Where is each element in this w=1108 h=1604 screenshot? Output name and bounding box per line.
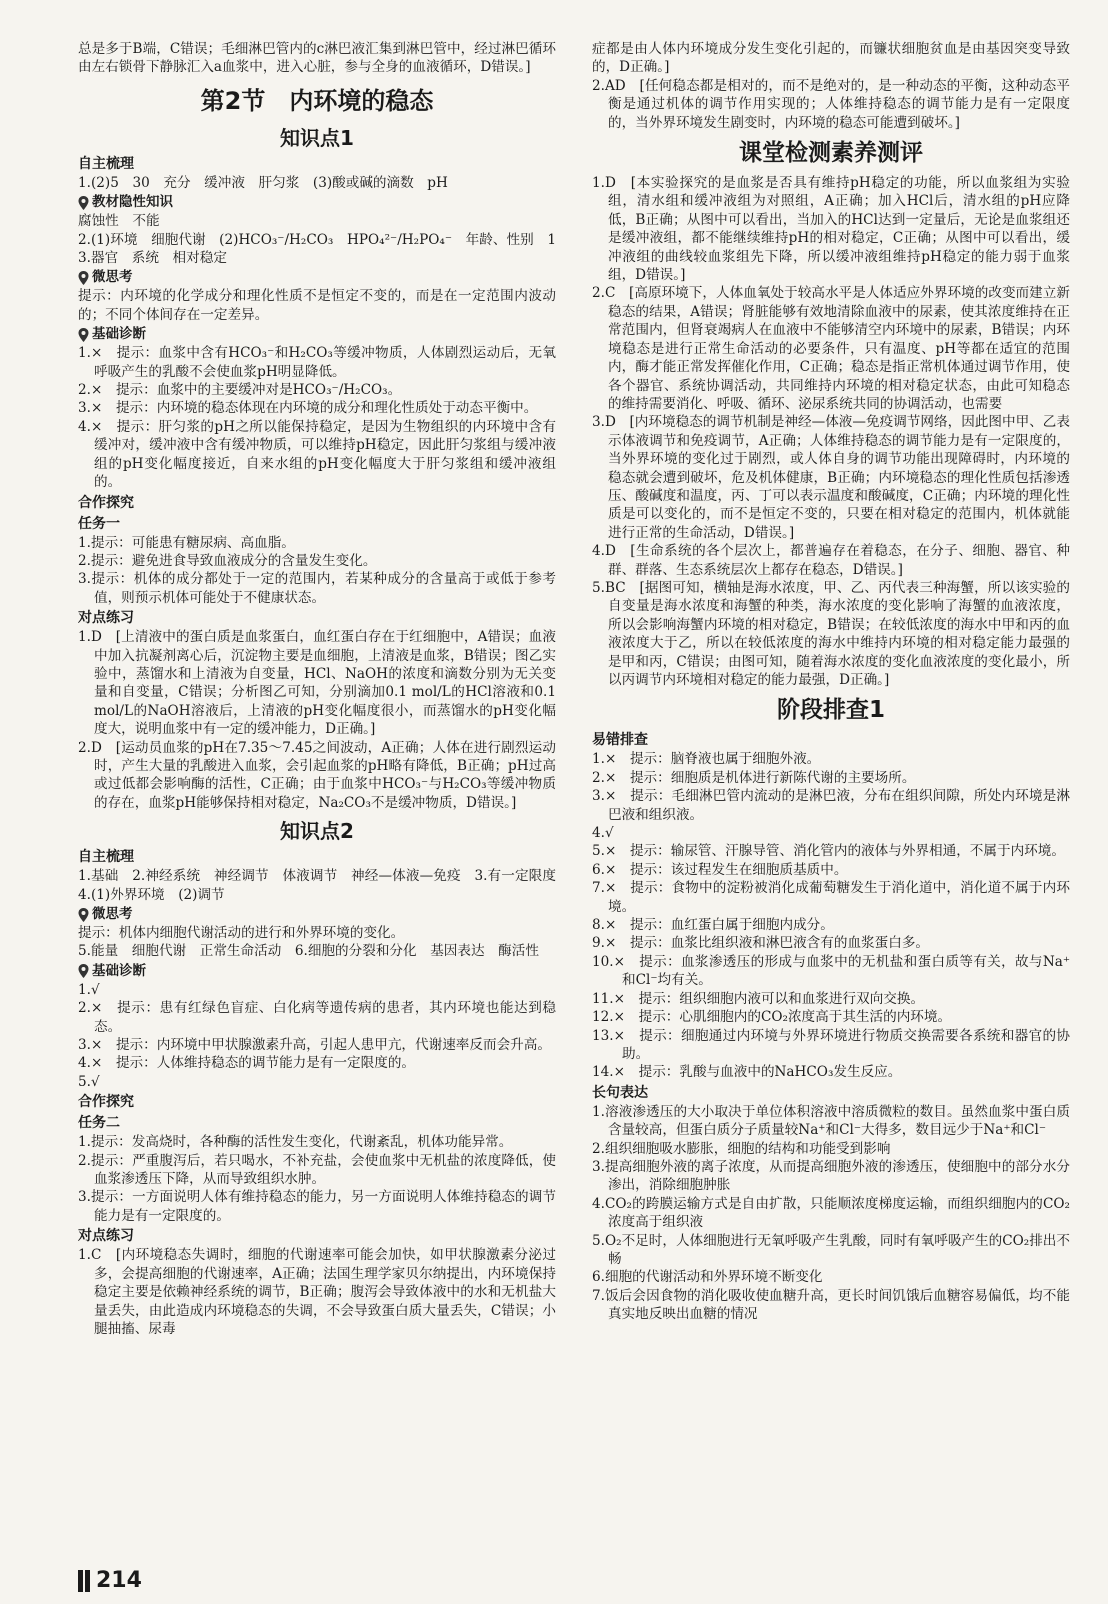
task2-item: 3.提示：一方面说明人体有维持稳态的能力，另一方面说明人体维持稳态的调节能力是有一定限度的。 xyxy=(78,1189,556,1224)
right-column xyxy=(592,40,1070,1324)
changju-item: 6.细胞的代谢活动和外界环境不断变化 xyxy=(592,1269,823,1286)
right-intro: 症都是由人体内环境成分发生变化引起的，而镰状细胞贫血是由基因突变导致的，D正确。] xyxy=(592,41,1070,76)
task2-item: 2.提示：严重腹泻后，若只喝水，不补充盐，会使血浆中无机盐的浓度降低，使血浆渗透压下降，从而导致组织水肿。 xyxy=(78,1152,556,1188)
kp1-ddlx-item: 2.D [运动员血浆的pH在7.35～7.45之间波动，A正确；人体在进行剧烈运动时，产生大量的乳酸进入血浆，会引起血浆的pH略有降低，B正确；pH过高或过低都会影响酶的活性，C正确；由于血浆中HCO₃⁻与H₂CO₃等缓冲物质的存在，血浆pH能够保持相对稳定，Na₂CO₃不是缓冲物质，D错误。] xyxy=(78,739,556,811)
kp2-zizhu-heading: 自主梳理 xyxy=(78,849,134,866)
yicuo-item: 1.× 提示：脑脊液也属于细胞外液。 xyxy=(592,751,821,768)
yicuo-heading: 易错排查 xyxy=(592,732,648,749)
location-pin-icon xyxy=(78,964,89,978)
kp2-zizhu-text: 1.基础 2.神经系统 神经调节 体液调节 神经—体液—免疫 3.有一定限度 4.(1)外界环境 (2)调节 xyxy=(78,868,570,903)
kp2-jczd-item: 3.× 提示：内环境中甲状腺激素升高，引起人患甲亢，代谢速率反而会升高。 xyxy=(78,1037,551,1054)
ketang-item: 1.D [本实验探究的是血浆是否具有维持pH稳定的功能，所以血浆组为实验组，清水组和缓冲液组为对照组，A正确；加入HCl后，清水组的pH应降低，B正确；从图中可以看出，当加入的HCl达到一定量后，无论是血浆组还是缓冲液组，都不能继续维持pH的相对稳定，C正确；从图中可以看出，缓冲液组的曲线较血浆组先下降，所以缓冲液组维持pH稳定的能力弱于血浆组，D错误。] xyxy=(592,175,1070,284)
kp2-jczd-label: 基础诊断 xyxy=(92,962,146,979)
yicuo-item: 4.√ xyxy=(592,825,614,842)
task1-item: 1.提示：可能患有糖尿病、高血脂。 xyxy=(78,534,295,551)
yicuo-item: 11.× 提示：组织细胞内液可以和血浆进行双向交换。 xyxy=(592,990,925,1007)
kp1-wsk-text: 提示：内环境的化学成分和理化性质不是恒定不变的，而是在一定范围内波动的；不同个体间存在一定差异。 xyxy=(78,288,556,323)
kp1-hztj-heading: 合作探究 xyxy=(78,494,134,511)
yicuo-item: 6.× 提示：该过程发生在细胞质基质中。 xyxy=(592,861,848,878)
yicuo-item: 13.× 提示：细胞通过内环境与外界环境进行物质交换需要各系统和器官的协助。 xyxy=(592,1027,1070,1062)
ketang-item: 5.BC [据图可知，横轴是海水浓度，甲、乙、丙代表三种海蟹，所以该实验的自变量是海水浓度和海蟹的种类，海水浓度的变化影响了海蟹的血液浓度，所以会影响海蟹内环境的相对稳定，B错误；在较低浓度的海水中甲和丙的血液浓度大于乙，所以在较低浓度的海水中维持内环境的相对稳定能力最强的是甲和丙，C错误；由图可知，随着海水浓度的变化血液浓度的变化最小，所以丙调节内环境相对稳定的能力最强，D正确。] xyxy=(592,579,1070,688)
kp2-jczd-item: 5.√ xyxy=(78,1073,100,1090)
ketang-item: 4.D [生命系统的各个层次上，都普遍存在着稳态，在分子、细胞、器官、种群、群落、生态系统层次上都存在稳态，D错误。] xyxy=(592,543,1070,578)
location-pin-icon xyxy=(78,328,89,342)
kp1-ddlx-heading: 对点练习 xyxy=(78,610,134,627)
kp1-jczd-label: 基础诊断 xyxy=(92,326,146,343)
kp1-wsk-label: 微思考 xyxy=(92,269,133,286)
kp1-jiaocai-line: 腐蚀性 不能 xyxy=(78,213,160,230)
location-pin-icon xyxy=(78,908,89,922)
kp2-wsk-line: 5.能量 细胞代谢 正常生命活动 6.细胞的分裂和分化 基因表达 酶活性 xyxy=(78,943,539,960)
yicuo-item: 9.× 提示：血浆比组织液和淋巴液含有的血浆蛋白多。 xyxy=(592,935,930,952)
ad-item: 2.AD [任何稳态都是相对的，而不是绝对的，是一种动态的平衡，这种动态平衡是通过机体的调节作用实现的；人体维持稳态的调节能力是有一定限度的，当外界环境发生剧变时，内环境的稳态可能遭到破坏。] xyxy=(592,77,1070,131)
task1-item: 3.提示：机体的成分都处于一定的范围内，若某种成分的含量高于或低于参考值，则预示机体可能处于不健康状态。 xyxy=(78,571,556,606)
page-number-text: 214 xyxy=(96,1567,142,1593)
changju-item: 7.饭后会因食物的消化吸收使血糖升高，更长时间饥饿后血糖容易偏低，均不能真实地反映出血糖的情况 xyxy=(592,1287,1070,1323)
yicuo-item: 5.× 提示：输尿管、汗腺导管、消化管内的液体与外界相通，不属于内环境。 xyxy=(592,843,1065,860)
yicuo-item: 2.× 提示：细胞质是机体进行新陈代谢的主要场所。 xyxy=(592,769,916,786)
changju-item: 5.O₂不足时，人体细胞进行无氧呼吸产生乳酸，同时有氧呼吸产生的CO₂排出不畅 xyxy=(592,1232,1070,1267)
ketang-title: 课堂检测素养测评 xyxy=(739,140,923,167)
task2-item: 1.提示：发高烧时，各种酶的活性发生变化，代谢紊乱，机体功能异常。 xyxy=(78,1134,513,1151)
ketang-item: 2.C [高原环境下，人体血氧处于较高水平是人体适应外界环境的改变而建立新稳态的结果，A错误；肾脏能够有效地清除血液中的尿素，使其浓度维持在正常范围内，但肾衰竭病人在血液中不能够清空内环境中的尿素，B错误；内环境稳态是进行正常生命活动的必要条件，只有温度、pH等都在适宜的范围内，酶才能正常发挥催化作用，C正确；稳态是指正常机体通过调节作用，使各个器官、系统协调活动，共同维持内环境的相对稳定状态，由此可知稳态的维持需要消化、呼吸、循环、泌尿系统共同的协调活动，也需要 xyxy=(592,285,1070,412)
jieduan-title: 阶段排查1 xyxy=(776,697,885,724)
kp2-hztj-heading: 合作探究 xyxy=(78,1094,134,1111)
changju-item: 3.提高细胞外液的离子浓度，从而提高细胞外液的渗透压，使细胞中的部分水分渗出，消除细胞肿胀 xyxy=(592,1158,1070,1194)
location-pin-icon xyxy=(78,196,89,210)
kp1-ddlx-item: 1.D [上清液中的蛋白质是血浆蛋白，血红蛋白存在于红细胞中，A错误；血液中加入抗凝剂离心后，沉淀物主要是血细胞，上清液是血浆，B错误；图乙实验中，蒸馏水和上清液为自变量，HCl、NaOH的浓度和滴数分别为无关变量和自变量，C错误；分析图乙可知，分别滴加0.1 mol/L的HCl溶液和0.1 mol/L的NaOH溶液后，上清液的pH变化幅度很小，而蒸馏水的pH变化幅度大，说明血浆中有一定的缓冲能力，D正确。] xyxy=(78,629,556,738)
location-pin-icon xyxy=(78,271,89,285)
kp2-wsk-label: 微思考 xyxy=(92,906,133,922)
left-intro: 总是多于B端，C错误；毛细淋巴管内的c淋巴液汇集到淋巴管中，经过淋巴循环由左右锁骨下静脉汇入a血浆中，进入心脏，参与全身的血液循环，D错误。] xyxy=(78,41,556,76)
kp2-jczd-item: 4.× 提示：人体维持稳态的调节能力是有一定限度的。 xyxy=(78,1055,416,1072)
yicuo-item: 7.× 提示：食物中的淀粉被消化成葡萄糖发生于消化道中，消化道不属于内环境。 xyxy=(592,880,1070,915)
yicuo-item: 12.× 提示：心肌细胞内的CO₂浓度高于其生活的内环境。 xyxy=(592,1009,952,1026)
kp2-ddlx-item: 1.C [内环境稳态失调时，细胞的代谢速率可能会加快，如甲状腺激素分泌过多，会提高细胞的代谢速率，A正确；法国生理学家贝尔纳提出，内环境保持稳定主要是依赖神经系统的调节，B正确；腹泻会导致体液中的水和无机盐大量丢失，由此造成内环境稳态的失调，不会导致蛋白质大量丢失，C错误；小腿抽搐、尿毒 xyxy=(78,1247,556,1337)
yicuo-item: 14.× 提示：乳酸与血液中的NaHCO₃发生反应。 xyxy=(592,1064,902,1081)
kp2-jczd-item: 2.× 提示：患有红绿色盲症、白化病等遗传病的患者，其内环境也能达到稳态。 xyxy=(78,1000,556,1035)
kp1-jiaocai-label: 教材隐性知识 xyxy=(92,194,173,211)
yicuo-item: 8.× 提示：血红蛋白属于细胞内成分。 xyxy=(592,917,834,934)
kp1-jczd-item: 3.× 提示：内环境的稳态体现在内环境的成分和理化性质处于动态平衡中。 xyxy=(78,400,538,417)
task2-heading: 任务二 xyxy=(78,1115,120,1132)
kp1-jiaocai-heading xyxy=(78,193,556,212)
kp2-jczd-heading xyxy=(78,962,556,981)
page-number-bar xyxy=(78,1570,83,1592)
kp1-jczd-heading xyxy=(78,325,556,344)
changju-item: 1.溶液渗透压的大小取决于单位体积溶液中溶质微粒的数目。虽然血浆中蛋白质含量较高，但蛋白质分子质量较Na⁺和Cl⁻大得多，数目远少于Na⁺和Cl⁻ xyxy=(592,1103,1070,1139)
ketang-item: 3.D [内环境稳态的调节机制是神经—体液—免疫调节网络，因此图中甲、乙表示体液调节和免疫调节，A正确；人体维持稳态的调节能力是有一定限度的，当外界环境的变化过于剧烈，或人体自身的调节功能出现障碍时，内环境的稳态就会遭到破坏，危及机体健康，B正确；内环境稳态的理化性质包括渗透压、酸碱度和温度，丙、丁可以表示温度和酸碱度，C正确；内环境的理化性质是可以变化的，而不是恒定不变的，只要在相对稳定的范围内，机体就能进行正常的生命活动，D错误。] xyxy=(592,414,1070,541)
changju-item: 2.组织细胞吸水膨胀，细胞的结构和功能受到影响 xyxy=(592,1140,891,1157)
yicuo-item: 3.× 提示：毛细淋巴管内流动的是淋巴液，分布在组织间隙，所处内环境是淋巴液和组织液。 xyxy=(592,788,1070,823)
kp1-jiaocai-line: 2.(1)环境 细胞代谢 (2)HCO₃⁻/H₂CO₃ HPO₄²⁻/H₂PO₄⁻ 年龄、性别 1 3.器官 系统 相对稳定 xyxy=(78,231,570,267)
page-number xyxy=(78,1567,142,1593)
kp1-zizhu-line: 1.(2)5 30 充分 缓冲液 肝匀浆 (3)酸或碱的滴数 pH xyxy=(78,174,448,191)
kp2-ddlx-heading: 对点练习 xyxy=(78,1228,134,1245)
kp1-wsk-heading xyxy=(78,268,556,287)
page-number-bar xyxy=(85,1570,90,1592)
kp2-wsk-heading xyxy=(78,905,556,924)
kp1-jczd-item: 1.× 提示：血浆中含有HCO₃⁻和H₂CO₃等缓冲物质，人体剧烈运动后，无氧呼吸产生的乳酸不会使血浆pH明显降低。 xyxy=(78,345,556,380)
changju-heading: 长句表达 xyxy=(592,1084,648,1101)
kp2-wsk-line: 提示：机体内细胞代谢活动的进行和外界环境的变化。 xyxy=(78,925,405,941)
kp1-zizhu-heading: 自主梳理 xyxy=(78,155,134,172)
task1-item: 2.提示：避免进食导致血液成分的含量发生变化。 xyxy=(78,552,377,569)
yicuo-item: 10.× 提示：血浆渗透压的形成与血浆中的无机盐和蛋白质等有关，故与Na⁺和Cl⁻均有关。 xyxy=(592,953,1070,989)
kp1-jczd-item: 4.× 提示：肝匀浆的pH之所以能保持稳定，是因为生物组织的内环境中含有缓冲对，缓冲液中含有缓冲物质，可以维持pH稳定，因此肝匀浆组与缓冲液组的pH变化幅度接近，自来水组的pH变化幅度大于肝匀浆组和缓冲液组的。 xyxy=(78,418,556,491)
kp2-title: 知识点2 xyxy=(280,819,354,844)
left-column xyxy=(78,40,570,1338)
changju-item: 4.CO₂的跨膜运输方式是自由扩散，只能顺浓度梯度运输，而组织细胞内的CO₂浓度高于组织液 xyxy=(592,1195,1070,1231)
kp1-title: 知识点1 xyxy=(280,125,354,150)
kp1-jczd-item: 2.× 提示：血浆中的主要缓冲对是HCO₃⁻/H₂CO₃。 xyxy=(78,382,402,399)
kp2-jczd-item: 1.√ xyxy=(78,981,100,998)
section-title: 第2节 内环境的稳态 xyxy=(200,86,434,115)
task1-heading: 任务一 xyxy=(78,515,120,532)
